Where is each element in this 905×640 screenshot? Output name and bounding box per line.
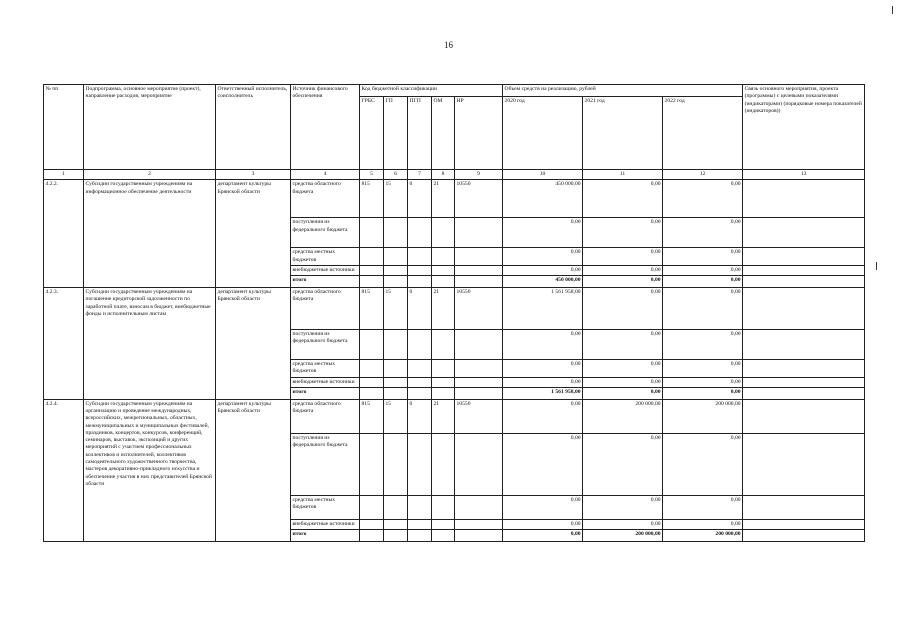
amount-y2021: 0,00 xyxy=(583,276,663,288)
amount-y2022: 0,00 xyxy=(663,288,743,330)
amount-y2021: 0,00 xyxy=(583,519,663,529)
indicator-link xyxy=(743,360,865,378)
section-name: Субсидии государственным учреждениям на информационное обеспечение деятельности xyxy=(84,180,216,288)
amount-y2021: 0,00 xyxy=(583,218,663,248)
code-grbs xyxy=(360,433,384,495)
amount-y2022: 0,00 xyxy=(663,218,743,248)
code-grbs xyxy=(360,218,384,248)
amount-y2022: 0,00 xyxy=(663,248,743,266)
code-np xyxy=(455,218,503,248)
amount-y2022: 0,00 xyxy=(663,276,743,288)
amount-y2020: 0,00 xyxy=(503,433,583,495)
header-budget-code: Код бюджетной классификации xyxy=(360,85,503,97)
code-grbs xyxy=(360,519,384,529)
header-gp: ГП xyxy=(384,97,408,170)
amount-y2022: 0,00 xyxy=(663,519,743,529)
indicator-link xyxy=(743,495,865,519)
header-name: Подпрограмма, основное мероприятие (проект), направление расходов, мероприятие xyxy=(84,85,216,170)
amount-y2020: 0,00 xyxy=(503,218,583,248)
amount-y2020: 0,00 xyxy=(503,530,583,542)
code-grbs xyxy=(360,265,384,275)
code-grbs: 815 xyxy=(360,288,384,330)
amount-y2022: 200 000,00 xyxy=(663,399,743,433)
column-index: 5 xyxy=(360,170,384,180)
code-om xyxy=(432,387,455,399)
funding-source: средства местных бюджетов xyxy=(291,495,360,519)
section-number: 4.2.2. xyxy=(44,180,84,288)
code-grbs xyxy=(360,276,384,288)
amount-y2021: 0,00 xyxy=(583,387,663,399)
amount-y2022: 200 000,00 xyxy=(663,530,743,542)
amount-y2021: 0,00 xyxy=(583,265,663,275)
section-number: 4.2.4. xyxy=(44,399,84,541)
amount-y2020: 450 000,00 xyxy=(503,180,583,218)
amount-y2022: 0,00 xyxy=(663,377,743,387)
column-index: 13 xyxy=(743,170,865,180)
section-responsible: департамент культуры Брянской области xyxy=(216,288,291,400)
header-responsible: Ответственный исполнитель, соисполнитель xyxy=(216,85,291,170)
code-np xyxy=(455,276,503,288)
indicator-link xyxy=(743,248,865,266)
header-link: Связь основного мероприятия, проекта (программы) с целевыми показателями (индикаторами) (порядковые номера показателей (индикаторов)) xyxy=(743,85,865,170)
column-index: 10 xyxy=(503,170,583,180)
amount-y2022: 0,00 xyxy=(663,387,743,399)
code-np xyxy=(455,495,503,519)
funding-source: итого xyxy=(291,387,360,399)
code-pgp xyxy=(408,519,432,529)
amount-y2020: 0,00 xyxy=(503,377,583,387)
code-grbs xyxy=(360,495,384,519)
column-index: 1 xyxy=(44,170,84,180)
indicator-link xyxy=(743,288,865,330)
code-grbs xyxy=(360,248,384,266)
code-gp: 15 xyxy=(384,399,408,433)
header-grbs: ГРБС xyxy=(360,97,384,170)
amount-y2021: 0,00 xyxy=(583,377,663,387)
column-index: 4 xyxy=(291,170,360,180)
amount-y2022: 0,00 xyxy=(663,180,743,218)
code-om xyxy=(432,330,455,360)
column-index: 9 xyxy=(455,170,503,180)
amount-y2020: 0,00 xyxy=(503,519,583,529)
header-source: Источник финансового обеспечения xyxy=(291,85,360,170)
column-index: 6 xyxy=(384,170,408,180)
amount-y2022: 0,00 xyxy=(663,265,743,275)
amount-y2021: 0,00 xyxy=(583,180,663,218)
code-np xyxy=(455,530,503,542)
code-np xyxy=(455,330,503,360)
column-index: 7 xyxy=(408,170,432,180)
amount-y2022: 0,00 xyxy=(663,495,743,519)
code-gp xyxy=(384,276,408,288)
scan-mark xyxy=(876,262,877,270)
code-gp: 15 xyxy=(384,180,408,218)
page-number: 16 xyxy=(444,40,453,50)
amount-y2022: 0,00 xyxy=(663,360,743,378)
funding-source: средства местных бюджетов xyxy=(291,248,360,266)
amount-y2021: 0,00 xyxy=(583,330,663,360)
header-no: № пп xyxy=(44,85,84,170)
code-om xyxy=(432,377,455,387)
indicator-link xyxy=(743,530,865,542)
amount-y2022: 0,00 xyxy=(663,330,743,360)
amount-y2020: 1 561 958,00 xyxy=(503,387,583,399)
code-np: 10550 xyxy=(455,288,503,330)
code-pgp xyxy=(408,387,432,399)
code-gp xyxy=(384,530,408,542)
code-np xyxy=(455,265,503,275)
header-year-2021: 2021 год xyxy=(583,97,663,170)
column-index: 11 xyxy=(583,170,663,180)
code-gp: 15 xyxy=(384,288,408,330)
code-grbs xyxy=(360,377,384,387)
code-gp xyxy=(384,330,408,360)
header-year-2020: 2020 год xyxy=(503,97,583,170)
amount-y2020: 0,00 xyxy=(503,495,583,519)
header-year-2022: 2022 год xyxy=(663,97,743,170)
funding-source: поступления из федерального бюджета xyxy=(291,330,360,360)
amount-y2020: 450 000,00 xyxy=(503,276,583,288)
funding-source: итого xyxy=(291,276,360,288)
section-name: Субсидии государственным учреждениям на погашение кредиторской задолженности по заработной плате, взносам в бюджет, внебюджетные фонды и исполнительным листам xyxy=(84,288,216,400)
code-pgp xyxy=(408,530,432,542)
code-grbs: 815 xyxy=(360,180,384,218)
amount-y2021: 0,00 xyxy=(583,248,663,266)
funding-source: итого xyxy=(291,530,360,542)
code-om xyxy=(432,530,455,542)
funding-source: внебюджетные источники xyxy=(291,377,360,387)
funding-source: поступления из федерального бюджета xyxy=(291,218,360,248)
code-gp xyxy=(384,519,408,529)
table-row xyxy=(44,180,865,218)
column-index-row xyxy=(44,170,865,180)
amount-y2021: 0,00 xyxy=(583,288,663,330)
funding-source: средства областного бюджета xyxy=(291,180,360,218)
code-pgp xyxy=(408,433,432,495)
column-index: 12 xyxy=(663,170,743,180)
code-gp xyxy=(384,433,408,495)
code-gp xyxy=(384,248,408,266)
amount-y2021: 0,00 xyxy=(583,360,663,378)
column-index: 2 xyxy=(84,170,216,180)
code-gp xyxy=(384,387,408,399)
code-gp xyxy=(384,265,408,275)
code-om xyxy=(432,248,455,266)
funding-source: поступления из федерального бюджета xyxy=(291,433,360,495)
code-om xyxy=(432,265,455,275)
code-np: 10550 xyxy=(455,180,503,218)
code-om xyxy=(432,218,455,248)
section-number: 4.2.3. xyxy=(44,288,84,400)
code-pgp: 0 xyxy=(408,180,432,218)
amount-y2020: 0,00 xyxy=(503,248,583,266)
column-index: 3 xyxy=(216,170,291,180)
code-om: 21 xyxy=(432,288,455,330)
amount-y2020: 0,00 xyxy=(503,360,583,378)
amount-y2022: 0,00 xyxy=(663,433,743,495)
amount-y2021: 0,00 xyxy=(583,495,663,519)
amount-y2021: 200 000,00 xyxy=(583,399,663,433)
amount-y2021: 0,00 xyxy=(583,433,663,495)
section-responsible: департамент культуры Брянской области xyxy=(216,180,291,288)
amount-y2020: 0,00 xyxy=(503,330,583,360)
header-om: ОМ xyxy=(432,97,455,170)
section-name: Субсидии государственным учреждениям на организацию и проведение международных, всероссийских, межрегиональных, областных, межмуниципальных и муниципальных фестивалей, праздников, концертов, конкурсов, конференций, семинаров, выставок, экспозиций и других мероприятий с участием профессиональных коллективов и исполнителей, коллективов самодеятельного художественного творчества, мастеров декоративно-прикладного искусства и обеспечение участия в них представителей Брянской области xyxy=(84,399,216,541)
code-om xyxy=(432,360,455,378)
code-pgp xyxy=(408,248,432,266)
code-np xyxy=(455,248,503,266)
scan-mark xyxy=(892,6,893,14)
code-pgp: 0 xyxy=(408,288,432,330)
code-om xyxy=(432,519,455,529)
funding-source: средства областного бюджета xyxy=(291,288,360,330)
code-om: 21 xyxy=(432,399,455,433)
header-volume: Объем средств на реализацию, рублей xyxy=(503,85,743,97)
code-gp xyxy=(384,218,408,248)
indicator-link xyxy=(743,519,865,529)
amount-y2020: 0,00 xyxy=(503,265,583,275)
header-pgp: ПГП xyxy=(408,97,432,170)
code-pgp xyxy=(408,265,432,275)
code-pgp xyxy=(408,218,432,248)
indicator-link xyxy=(743,330,865,360)
indicator-link xyxy=(743,218,865,248)
indicator-link xyxy=(743,265,865,275)
funding-source: внебюджетные источники xyxy=(291,519,360,529)
header-row xyxy=(44,85,865,97)
code-om xyxy=(432,276,455,288)
indicator-link xyxy=(743,180,865,218)
code-np: 10550 xyxy=(455,399,503,433)
code-grbs xyxy=(360,387,384,399)
amount-y2020: 0,00 xyxy=(503,399,583,433)
code-np xyxy=(455,519,503,529)
column-index: 8 xyxy=(432,170,455,180)
indicator-link xyxy=(743,433,865,495)
code-om: 21 xyxy=(432,180,455,218)
budget-table xyxy=(43,84,865,542)
indicator-link xyxy=(743,276,865,288)
funding-source: внебюджетные источники xyxy=(291,265,360,275)
code-pgp xyxy=(408,276,432,288)
indicator-link xyxy=(743,399,865,433)
code-np xyxy=(455,433,503,495)
section-responsible: департамент культуры Брянской области xyxy=(216,399,291,541)
code-grbs xyxy=(360,530,384,542)
code-om xyxy=(432,433,455,495)
code-pgp xyxy=(408,360,432,378)
code-pgp: 0 xyxy=(408,399,432,433)
amount-y2021: 200 000,00 xyxy=(583,530,663,542)
funding-source: средства областного бюджета xyxy=(291,399,360,433)
funding-source: средства местных бюджетов xyxy=(291,360,360,378)
code-np xyxy=(455,377,503,387)
code-gp xyxy=(384,360,408,378)
code-pgp xyxy=(408,495,432,519)
amount-y2020: 1 561 958,00 xyxy=(503,288,583,330)
code-gp xyxy=(384,377,408,387)
code-pgp xyxy=(408,377,432,387)
code-pgp xyxy=(408,330,432,360)
code-grbs xyxy=(360,360,384,378)
header-np: НР xyxy=(455,97,503,170)
table-row xyxy=(44,399,865,433)
code-grbs xyxy=(360,330,384,360)
code-grbs: 815 xyxy=(360,399,384,433)
code-om xyxy=(432,495,455,519)
code-np xyxy=(455,387,503,399)
indicator-link xyxy=(743,387,865,399)
code-np xyxy=(455,360,503,378)
code-gp xyxy=(384,495,408,519)
indicator-link xyxy=(743,377,865,387)
table-row xyxy=(44,288,865,330)
